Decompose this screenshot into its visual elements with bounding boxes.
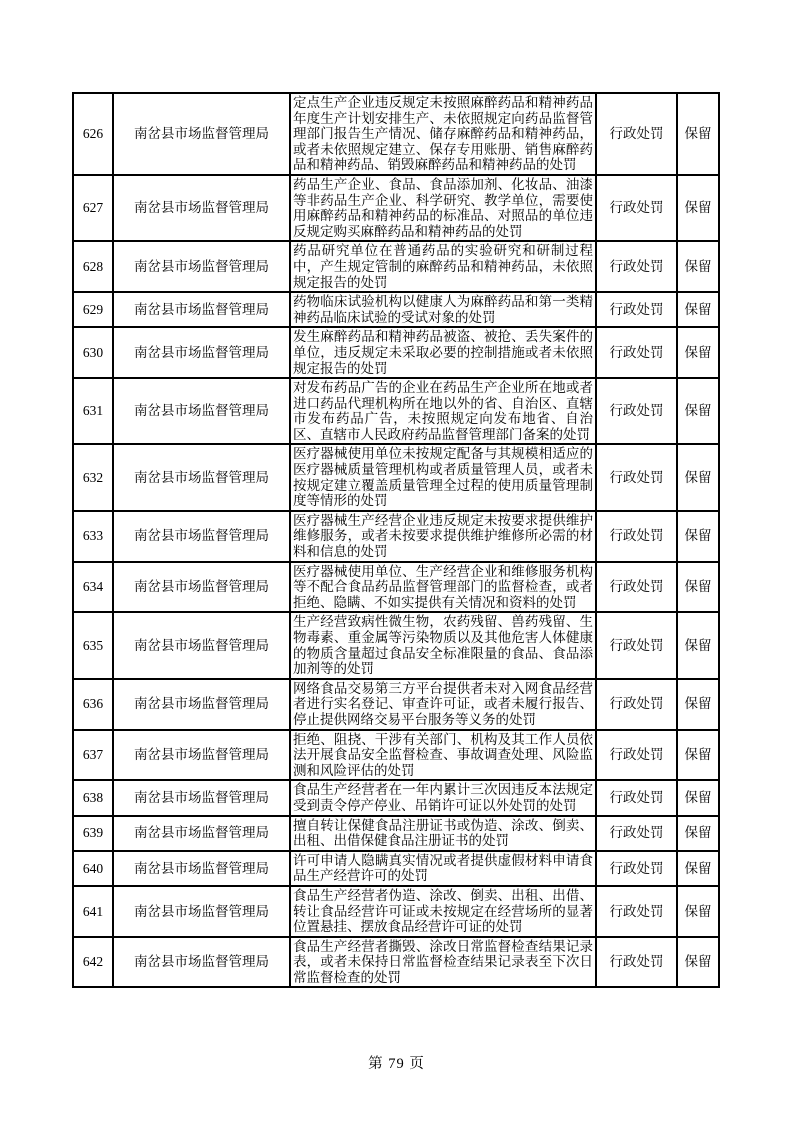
- row-number: 642: [73, 937, 113, 988]
- table-row: [73, 444, 719, 510]
- row-number: 640: [73, 851, 113, 886]
- department-cell: 南岔县市场监督管理局: [113, 444, 290, 510]
- status-cell: 保留: [677, 851, 719, 886]
- penalty-item-cell: 食品生产经营者撕毁、涂改日常监督检查结果记录表，或者未保持日常监督检查结果记录表至下次日常监督检查的处罚: [290, 937, 596, 988]
- row-number: 632: [73, 444, 113, 510]
- status-cell: 保留: [677, 612, 719, 678]
- table-row: [73, 730, 719, 781]
- penalty-item-cell: 医疗器械使用单位、生产经营企业和维修服务机构等不配合食品药品监督管理部门的监督检查，或者拒绝、隐瞒、不如实提供有关情况和资料的处罚: [290, 562, 596, 613]
- penalty-item-cell: 食品生产经营者在一年内累计三次因违反本法规定受到责令停产停业、吊销许可证以外处罚的处罚: [290, 780, 596, 815]
- row-number: 633: [73, 511, 113, 562]
- penalty-type-cell: 行政处罚: [596, 851, 677, 886]
- row-number: 636: [73, 679, 113, 730]
- penalty-item-cell: 药品研究单位在普通药品的实验研究和研制过程中，产生规定管制的麻醉药品和精神药品，未依照规定报告的处罚: [290, 241, 596, 292]
- department-cell: 南岔县市场监督管理局: [113, 780, 290, 815]
- table-row: [73, 612, 719, 678]
- penalty-item-cell: 医疗器械生产经营企业违反规定未按要求提供维护维修服务，或者未按要求提供维护维修所必需的材料和信息的处罚: [290, 511, 596, 562]
- department-cell: 南岔县市场监督管理局: [113, 327, 290, 378]
- table-row: [73, 511, 719, 562]
- department-cell: 南岔县市场监督管理局: [113, 612, 290, 678]
- penalty-type-cell: 行政处罚: [596, 612, 677, 678]
- status-cell: 保留: [677, 327, 719, 378]
- penalty-type-cell: 行政处罚: [596, 175, 677, 241]
- table-row: [73, 886, 719, 937]
- row-number: 639: [73, 816, 113, 851]
- table-row: [73, 937, 719, 988]
- table-row: [73, 378, 719, 444]
- table-row: [73, 241, 719, 292]
- penalty-items-table: [72, 92, 720, 988]
- row-number: 627: [73, 175, 113, 241]
- department-cell: 南岔县市场监督管理局: [113, 511, 290, 562]
- status-cell: 保留: [677, 378, 719, 444]
- penalty-item-cell: 擅自转让保健食品注册证书或伪造、涂改、倒卖、出租、出借保健食品注册证书的处罚: [290, 816, 596, 851]
- status-cell: 保留: [677, 444, 719, 510]
- department-cell: 南岔县市场监督管理局: [113, 679, 290, 730]
- department-cell: 南岔县市场监督管理局: [113, 292, 290, 327]
- penalty-item-cell: 食品生产经营者伪造、涂改、倒卖、出租、出借、转让食品经营许可证或未按规定在经营场所的显著位置悬挂、摆放食品经营许可证的处罚: [290, 886, 596, 937]
- table-row: [73, 780, 719, 815]
- penalty-type-cell: 行政处罚: [596, 292, 677, 327]
- department-cell: 南岔县市场监督管理局: [113, 93, 290, 175]
- penalty-type-cell: 行政处罚: [596, 886, 677, 937]
- row-number: 634: [73, 562, 113, 613]
- page-number-footer: 第 79 页: [368, 1056, 425, 1072]
- status-cell: 保留: [677, 937, 719, 988]
- row-number: 641: [73, 886, 113, 937]
- row-number: 635: [73, 612, 113, 678]
- penalty-type-cell: 行政处罚: [596, 679, 677, 730]
- penalty-item-cell: 生产经营致病性微生物，农药残留、兽药残留、生物毒素、重金属等污染物质以及其他危害人体健康的物质含量超过食品安全标准限量的食品、食品添加剂等的处罚: [290, 612, 596, 678]
- department-cell: 南岔县市场监督管理局: [113, 851, 290, 886]
- status-cell: 保留: [677, 780, 719, 815]
- department-cell: 南岔县市场监督管理局: [113, 241, 290, 292]
- table-row: [73, 327, 719, 378]
- table-row: [73, 292, 719, 327]
- penalty-item-cell: 网络食品交易第三方平台提供者未对入网食品经营者进行实名登记、审查许可证，或者未履行报告、停止提供网络交易平台服务等义务的处罚: [290, 679, 596, 730]
- penalty-item-cell: 医疗器械使用单位未按规定配备与其规模相适应的医疗器械质量管理机构或者质量管理人员，或者未按规定建立覆盖质量管理全过程的使用质量管理制度等情形的处罚: [290, 444, 596, 510]
- penalty-item-cell: 药物临床试验机构以健康人为麻醉药品和第一类精神药品临床试验的受试对象的处罚: [290, 292, 596, 327]
- department-cell: 南岔县市场监督管理局: [113, 886, 290, 937]
- row-number: 628: [73, 241, 113, 292]
- department-cell: 南岔县市场监督管理局: [113, 562, 290, 613]
- penalty-type-cell: 行政处罚: [596, 327, 677, 378]
- status-cell: 保留: [677, 562, 719, 613]
- penalty-type-cell: 行政处罚: [596, 378, 677, 444]
- row-number: 637: [73, 730, 113, 781]
- penalty-item-cell: 药品生产企业、食品、食品添加剂、化妆品、油漆等非药品生产企业、科学研究、教学单位，需要使用麻醉药品和精神药品的标准品、对照品的单位违反规定购买麻醉药品和精神药品的处罚: [290, 175, 596, 241]
- penalty-type-cell: 行政处罚: [596, 937, 677, 988]
- penalty-item-cell: 许可申请人隐瞒真实情况或者提供虚假材料申请食品生产经营许可的处罚: [290, 851, 596, 886]
- row-number: 638: [73, 780, 113, 815]
- table-row: [73, 851, 719, 886]
- department-cell: 南岔县市场监督管理局: [113, 175, 290, 241]
- penalty-type-cell: 行政处罚: [596, 780, 677, 815]
- status-cell: 保留: [677, 886, 719, 937]
- penalty-type-cell: 行政处罚: [596, 562, 677, 613]
- table-row: [73, 93, 719, 175]
- status-cell: 保留: [677, 292, 719, 327]
- penalty-item-cell: 定点生产企业违反规定未按照麻醉药品和精神药品年度生产计划安排生产、未依照规定向药品监督管理部门报告生产情况、储存麻醉药品和精神药品，或者未依照规定建立、保存专用账册、销售麻醉药品和精神药品、销毁麻醉药品和精神药品的处罚: [290, 93, 596, 175]
- department-cell: 南岔县市场监督管理局: [113, 937, 290, 988]
- row-number: 631: [73, 378, 113, 444]
- status-cell: 保留: [677, 93, 719, 175]
- status-cell: 保留: [677, 175, 719, 241]
- penalty-type-cell: 行政处罚: [596, 511, 677, 562]
- penalty-type-cell: 行政处罚: [596, 241, 677, 292]
- row-number: 630: [73, 327, 113, 378]
- penalty-item-cell: 对发布药品广告的企业在药品生产企业所在地或者进口药品代理机构所在地以外的省、自治区、直辖市发布药品广告，未按照规定向发布地省、自治区、直辖市人民政府药品监督管理部门备案的处罚: [290, 378, 596, 444]
- penalty-type-cell: 行政处罚: [596, 816, 677, 851]
- status-cell: 保留: [677, 511, 719, 562]
- penalty-type-cell: 行政处罚: [596, 730, 677, 781]
- penalty-item-cell: 发生麻醉药品和精神药品被盗、被抢、丢失案件的单位，违反规定未采取必要的控制措施或者未依照规定报告的处罚: [290, 327, 596, 378]
- penalty-type-cell: 行政处罚: [596, 93, 677, 175]
- status-cell: 保留: [677, 816, 719, 851]
- penalty-item-cell: 拒绝、阻挠、干涉有关部门、机构及其工作人员依法开展食品安全监督检查、事故调查处理、风险监测和风险评估的处罚: [290, 730, 596, 781]
- department-cell: 南岔县市场监督管理局: [113, 816, 290, 851]
- status-cell: 保留: [677, 730, 719, 781]
- row-number: 629: [73, 292, 113, 327]
- table-row: [73, 175, 719, 241]
- status-cell: 保留: [677, 679, 719, 730]
- table-row: [73, 679, 719, 730]
- status-cell: 保留: [677, 241, 719, 292]
- department-cell: 南岔县市场监督管理局: [113, 378, 290, 444]
- row-number: 626: [73, 93, 113, 175]
- table-row: [73, 562, 719, 613]
- department-cell: 南岔县市场监督管理局: [113, 730, 290, 781]
- penalty-type-cell: 行政处罚: [596, 444, 677, 510]
- table-row: [73, 816, 719, 851]
